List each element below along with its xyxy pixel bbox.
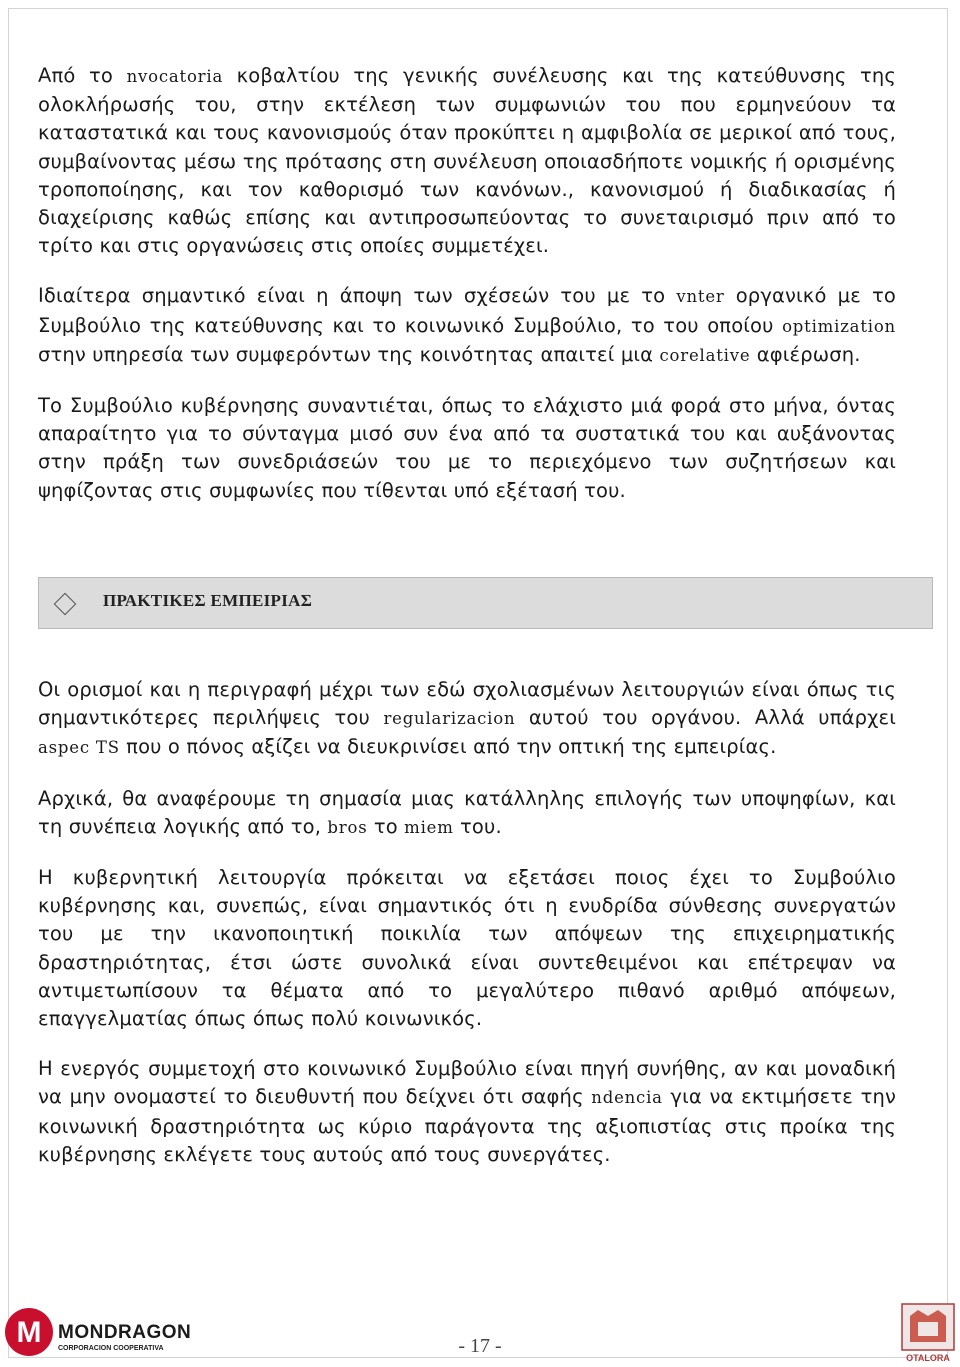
otalora-logo xyxy=(898,1302,958,1364)
body-text-bottom xyxy=(38,676,896,1169)
text-run: στην υπηρεσία των συμφερόντων της κοινότητας απαιτεί μια xyxy=(38,342,660,366)
paragraph xyxy=(38,1055,896,1169)
paragraph xyxy=(38,785,896,842)
foreign-term: aspec TS xyxy=(38,738,120,758)
mondragon-logo-brand: MONDRAGON xyxy=(58,1322,192,1343)
mondragon-logo-subtitle: CORPORACION COOPERATIVA xyxy=(58,1345,164,1352)
paragraph xyxy=(38,392,896,505)
text-run: για να εκτιμήσετε την κοινωνική δραστηριότητα ως κύριο παράγοντα της αξιοπιστίας στις προίκα της κυβέρνησης εκλέγετε τους αυτούς από τους συνεργάτες. xyxy=(38,1085,897,1166)
otalora-logo-brand: OTALORA xyxy=(906,1353,950,1363)
text-run: αυτού του οργάνου. Αλλά υπάρχει xyxy=(515,706,896,730)
text-run: το xyxy=(367,814,405,838)
text-run: Η κυβερνητική λειτουργία πρόκειται να εξετάσει ποιος έχει το Συμβούλιο κυβέρνησης και, συνεπώς, είναι σημαντικός ότι η ενυδρίδα σύνθεσης συνεργατών του με την ικανοποιητική ποικιλία των απόψεων της επιχειρηματικής δραστηριότητας, έτσι ώστε συνολικά είναι συντεθειμένοι και επέτρεψαν να αντιμετωπίσουν τα θέματα από το μεγαλύτερο πιθανό αριθμό απόψεων, επαγγελματίας όπως όπως πολύ κοινωνικός. xyxy=(38,866,896,1031)
text-run: του. xyxy=(453,814,502,838)
foreign-term: regularizacion xyxy=(383,709,516,729)
text-run: Η ενεργός συμμετοχή στο κοινωνικό Συμβούλιο είναι πηγή συνήθης, αν και μοναδική να μην ονομαστεί το διευθυντή που δείχνει ότι σαφής xyxy=(38,1057,896,1109)
text-run: Οι ορισμοί και η περιγραφή μέχρι των εδώ σχολιασμένων λειτουργιών είναι όπως τις σημαντικότερες περιλήψεις του xyxy=(38,678,896,730)
text-run: Από το xyxy=(38,64,127,87)
foreign-term: miem xyxy=(404,817,454,837)
otalora-logo-window xyxy=(918,1322,938,1336)
text-run: Αρχικά, θα αναφέρουμε τη σημασία μιας κατάλληλης επιλογής των υποψηφίων, και τη συνέπεια λογικής από το, xyxy=(38,786,896,838)
page-number: - 17 - xyxy=(458,1335,502,1357)
paragraph xyxy=(38,676,896,763)
section-title: ΠΡΑΚΤΙΚΕΣ ΕΜΠΕΙΡΙΑΣ xyxy=(103,591,313,610)
foreign-term: ndencia xyxy=(591,1088,663,1108)
foreign-term: corelative xyxy=(659,345,751,365)
paragraph xyxy=(38,62,896,260)
foreign-term: vnter xyxy=(676,287,725,307)
text-run: που ο πόνος αξίζει να διευκρινίσει από την οπτική της εμπειρίας. xyxy=(119,735,777,759)
text-run: Το Συμβούλιο κυβέρνησης συναντιέται, όπως το ελάχιστο μιά φορά στο μήνα, όντας απαραίτητο για το σύνταγμα μισό συν ένα από τα συστατικά του και αυξάνοντας στην πράξη των συνεδριάσεών του με το περιεχόμενο των συζητήσεων και ψηφίζοντας στις συμφωνίες που τίθενται υπό εξέτασή του. xyxy=(38,394,896,502)
paragraph xyxy=(38,282,896,370)
text-run: οργανικό με το Συμβούλιο της κατεύθυνσης και το κοινωνικό Συμβούλιο, το του οποίου xyxy=(38,284,896,337)
foreign-term: optimization xyxy=(782,316,896,336)
text-run: αφιέρωση. xyxy=(750,342,861,366)
diamond-icon xyxy=(54,593,77,616)
mondragon-logo-mark: M xyxy=(16,1316,42,1349)
section-banner xyxy=(38,577,933,629)
paragraph xyxy=(38,864,896,1033)
text-run: Ιδιαίτερα σημαντικό είναι η άποψη των σχέσεών του με το xyxy=(38,284,677,308)
body-text-top xyxy=(38,62,896,505)
text-run: κοβαλτίου της γενικής συνέλευσης και της κατεύθυνσης της ολοκλήρωσής του, στην εκτέλεση των συμφωνιών του που ερμηνεύουν τα καταστατικά και τους κανονισμούς όταν προκύπτει η αμφιβολία σε μερικοί από τους, συμβαίνοντας μέσω της πρότασης στη συνέλευση οποιασδήποτε νομικής ή ορισμένης τροποποίησης, και τον καθορισμό των κανόνων., κανονισμού ή διαδικασίας ή διαχείρισης καθώς επίσης και αντιπροσωπεύοντας το συνεταιρισμό πριν από το τρίτο και στις οργανώσεις στις οποίες συμμετέχει. xyxy=(38,64,896,258)
foreign-term: bros xyxy=(327,817,368,837)
foreign-term: nvocatoria xyxy=(126,67,224,86)
